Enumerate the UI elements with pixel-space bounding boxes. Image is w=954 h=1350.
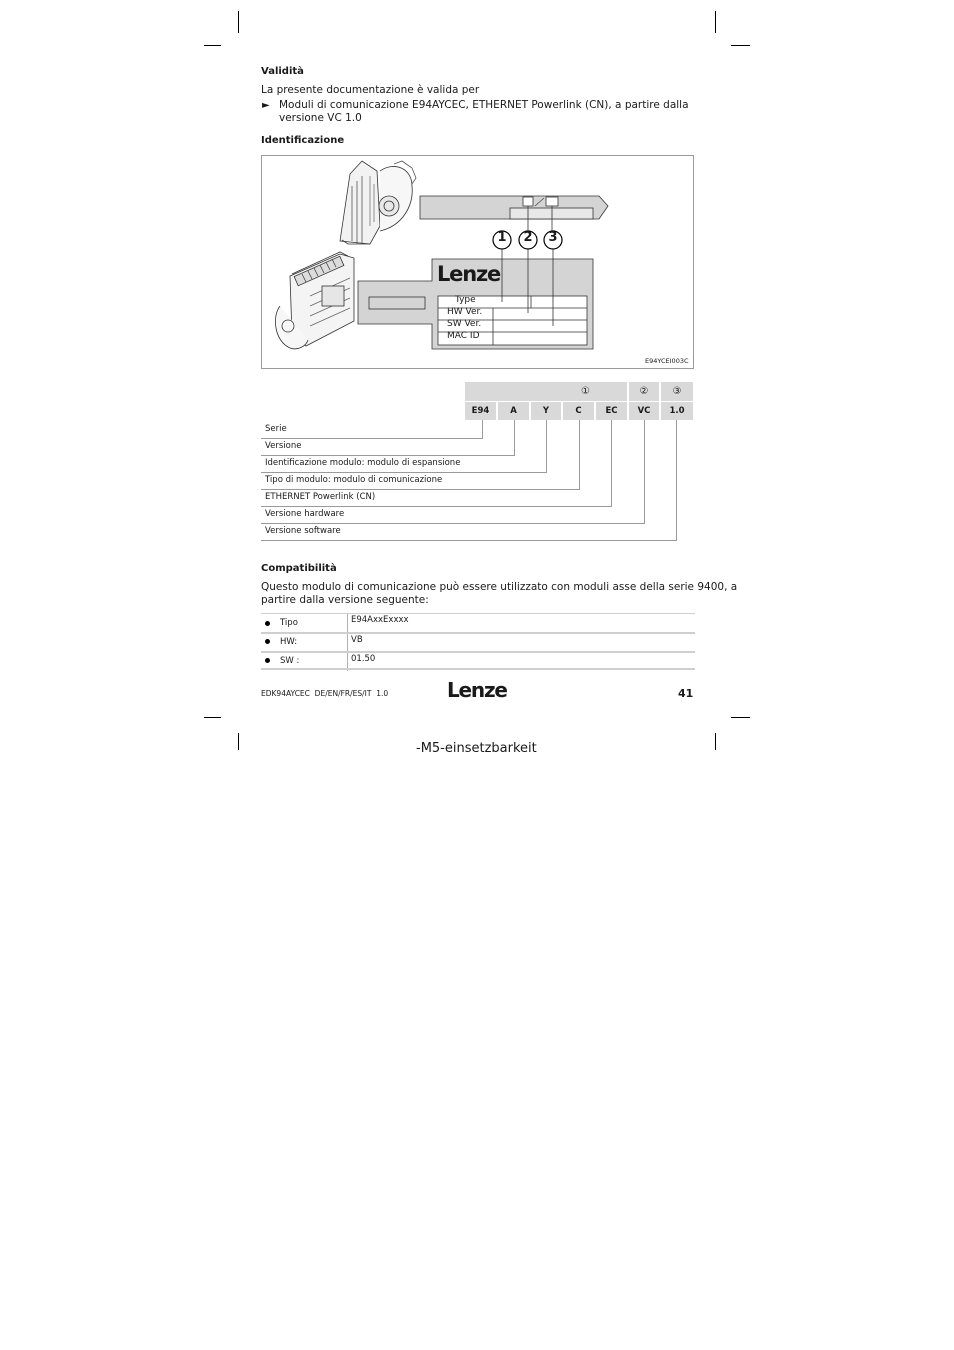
code-row-module-type: Tipo di modulo: modulo di comunicazione — [265, 475, 443, 485]
leader-c — [579, 420, 580, 489]
header-marker-1: ① — [581, 386, 590, 397]
bullet-icon — [265, 621, 270, 626]
code-table-header-span-1 — [465, 382, 627, 401]
code-cell-ec: EC — [596, 402, 627, 420]
crop-mark-top-right-v — [715, 11, 716, 33]
code-row-versione: Versione — [265, 441, 302, 451]
code-row-module-id: Identificazione modulo: modulo di espansione — [265, 458, 461, 468]
figure-code: E94YCEI003C — [645, 357, 689, 365]
validity-bullet-line-1: Moduli di comunicazione E94AYCEC, ETHERNET Powerlink (CN), a partire dalla — [279, 99, 689, 111]
code-cell-y: Y — [531, 402, 561, 420]
validity-bullet-line-2: versione VC 1.0 — [279, 112, 362, 124]
identification-heading: Identificazione — [261, 135, 345, 146]
crop-mark-top-right-h — [731, 45, 750, 46]
leader-y — [546, 420, 547, 472]
leader-e94 — [482, 420, 483, 438]
footer-logo: Lenze — [447, 678, 507, 702]
code-row-serie: Serie — [265, 424, 287, 434]
compatibility-text-line-1: Questo modulo di comunicazione può essere utilizzato con moduli asse della serie 9400, a — [261, 581, 738, 593]
nameplate-type-label: Type — [455, 295, 476, 305]
code-cell-c: C — [563, 402, 594, 420]
compat-label-sw: SW : — [280, 656, 300, 666]
callout-2: 2 — [523, 230, 533, 245]
crop-mark-top-left-v — [238, 11, 239, 33]
code-row-powerlink-line — [261, 506, 612, 507]
compat-row-hw — [261, 634, 695, 652]
code-row-versione-line — [261, 455, 515, 456]
code-row-powerlink: ETHERNET Powerlink (CN) — [265, 492, 376, 502]
nameplate-hw-label: HW Ver. — [447, 307, 483, 317]
crop-mark-top-left-h — [204, 45, 221, 46]
leader-vc — [644, 420, 645, 523]
nameplate-sw-label: SW Ver. — [447, 319, 482, 329]
compatibility-text-line-2: partire dalla versione seguente: — [261, 594, 429, 606]
compat-label-type: Tipo — [280, 618, 298, 628]
code-cell-vc: VC — [629, 402, 659, 420]
code-row-hw-version: Versione hardware — [265, 509, 345, 519]
code-table-header-2: ② — [629, 382, 659, 401]
compat-value-type: E94AxxExxxx — [351, 615, 409, 625]
code-row-hw-version-line — [261, 523, 645, 524]
code-table-header-3: ③ — [661, 382, 693, 401]
callout-3: 3 — [548, 230, 558, 245]
code-row-serie-line — [261, 438, 483, 439]
code-cell-a: A — [498, 402, 529, 420]
compat-separator — [347, 634, 348, 652]
bullet-arrow-icon: ► — [262, 100, 270, 111]
code-row-module-type-line — [261, 489, 580, 490]
compat-value-sw: 01.50 — [351, 654, 376, 664]
code-row-sw-version: Versione software — [265, 526, 341, 536]
code-cell-e94: E94 — [465, 402, 496, 420]
footer-doc-id: EDK94AYCEC DE/EN/FR/ES/IT 1.0 — [261, 689, 389, 698]
compatibility-heading: Compatibilità — [261, 563, 337, 574]
bullet-icon — [265, 639, 270, 644]
crop-mark-bottom-left-v — [238, 733, 239, 750]
compat-rule-bottom — [261, 668, 695, 670]
compat-label-hw: HW: — [280, 637, 298, 647]
nameplate-mac-label: MAC ID — [447, 331, 480, 341]
footer-page-number: 41 — [678, 687, 694, 700]
code-cell-version: 1.0 — [661, 402, 693, 420]
leader-a — [514, 420, 515, 455]
code-row-sw-version-line — [261, 540, 677, 541]
leader-version — [676, 420, 677, 540]
crop-mark-bottom-left-h — [204, 717, 221, 718]
caption-text: -M5-einsetzbarkeit — [416, 741, 537, 756]
nameplate-logo: Lenze — [437, 262, 501, 286]
bullet-icon — [265, 658, 270, 663]
validity-intro: La presente documentazione è valida per — [261, 84, 480, 96]
crop-mark-bottom-right-v — [715, 733, 716, 750]
compat-separator — [347, 614, 348, 632]
compat-row-type — [261, 614, 695, 632]
callout-1: 1 — [497, 230, 507, 245]
code-row-module-id-line — [261, 472, 547, 473]
crop-mark-bottom-right-h — [731, 717, 750, 718]
identification-figure — [261, 155, 694, 369]
validity-heading: Validità — [261, 66, 304, 77]
leader-ec — [611, 420, 612, 506]
compat-value-hw: VB — [351, 635, 363, 645]
